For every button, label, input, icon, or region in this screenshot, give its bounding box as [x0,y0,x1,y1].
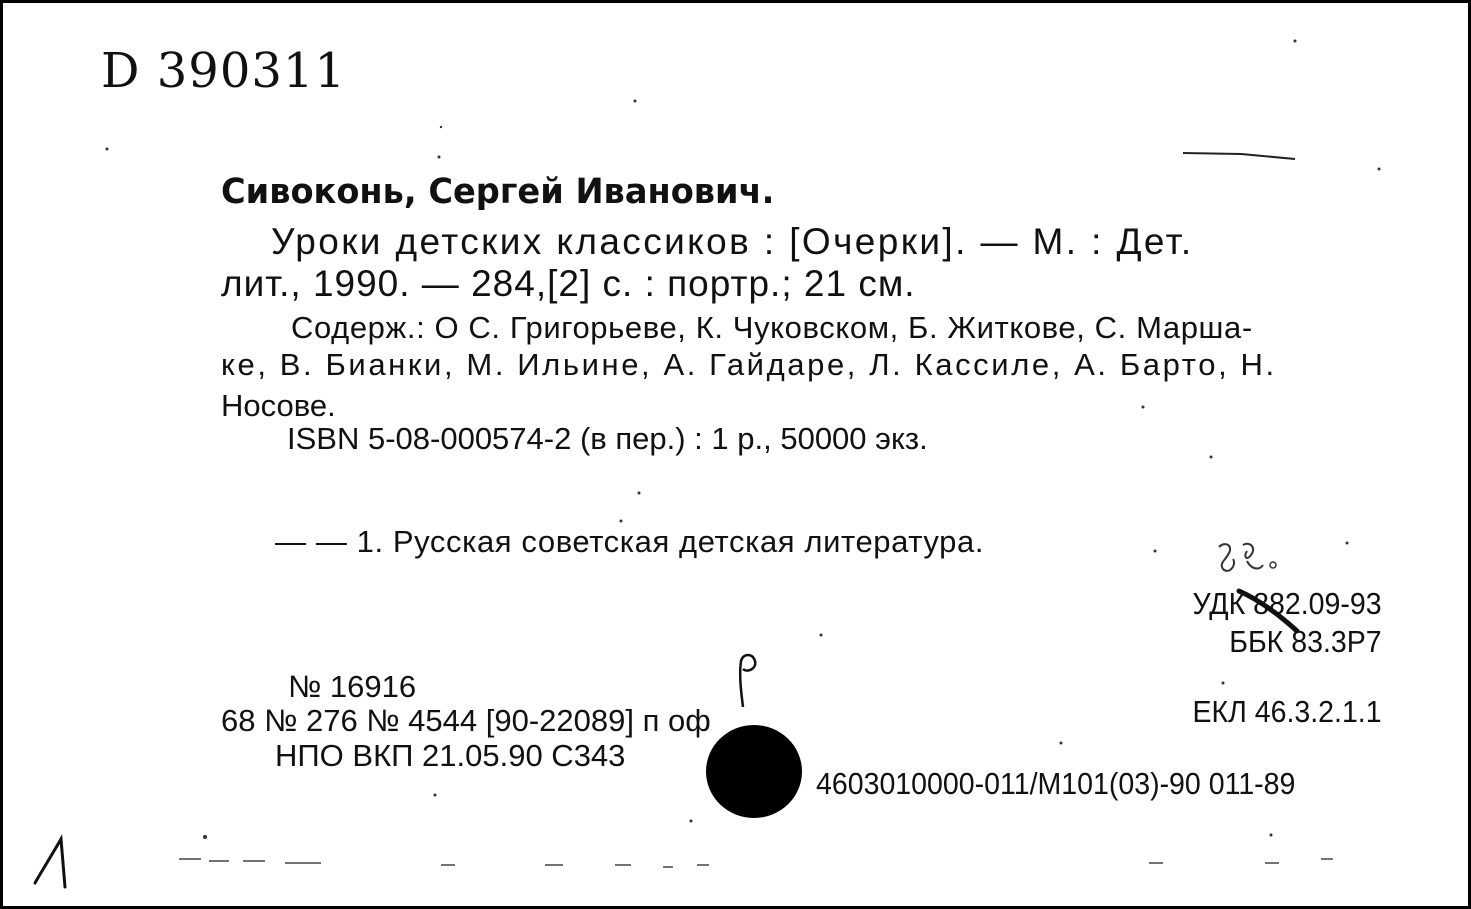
isbn-line: ISBN 5-08-000574-2 (в пер.) : 1 р., 50000 экз. [287,421,928,456]
handwritten-r-mark [731,651,761,709]
handwritten-number-mark [31,833,77,889]
handwritten-initials-mark [1211,539,1291,583]
udc-code: УДК 882.09-93 [1192,586,1382,621]
pencil-underline-mark [1181,149,1297,163]
call-number: D 390311 [101,43,346,99]
bbk-code: ББК 83.3Р7 [1229,624,1382,659]
ekl-code: ЕКЛ 46.3.2.1.1 [1192,694,1382,729]
print-run-line: 68 № 276 № 4544 [90-22089] п оф [221,703,711,738]
contents-line-3: Носове. [221,388,336,423]
author-heading: Сивоконь, Сергей Иванович. [221,172,775,212]
catalog-code: 4603010000-011/М101(03)-90 011-89 [816,766,1296,801]
npo-line: НПО ВКП 21.05.90 С343 [275,738,626,773]
handwritten-strike-mark [1235,585,1301,635]
contents-line-2: ке, В. Бианки, М. Ильине, А. Гайдаре, Л. Кассиле, А. Барто, Н. [221,347,1277,382]
contents-line-1: Содерж.: О С. Григорьеве, К. Чуковском, Б. Житкове, С. Марша- [291,310,1253,345]
punched-hole [706,725,802,818]
title-line-2: лит., 1990. — 284,[2] с. : портр.; 21 см. [221,263,916,304]
card-number: № 16916 [288,669,417,704]
subject-heading: — — 1. Русская советская детская литература. [275,524,985,559]
title-line-1: Уроки детских классиков : [Очерки]. — М. : Дет. [271,221,1194,262]
